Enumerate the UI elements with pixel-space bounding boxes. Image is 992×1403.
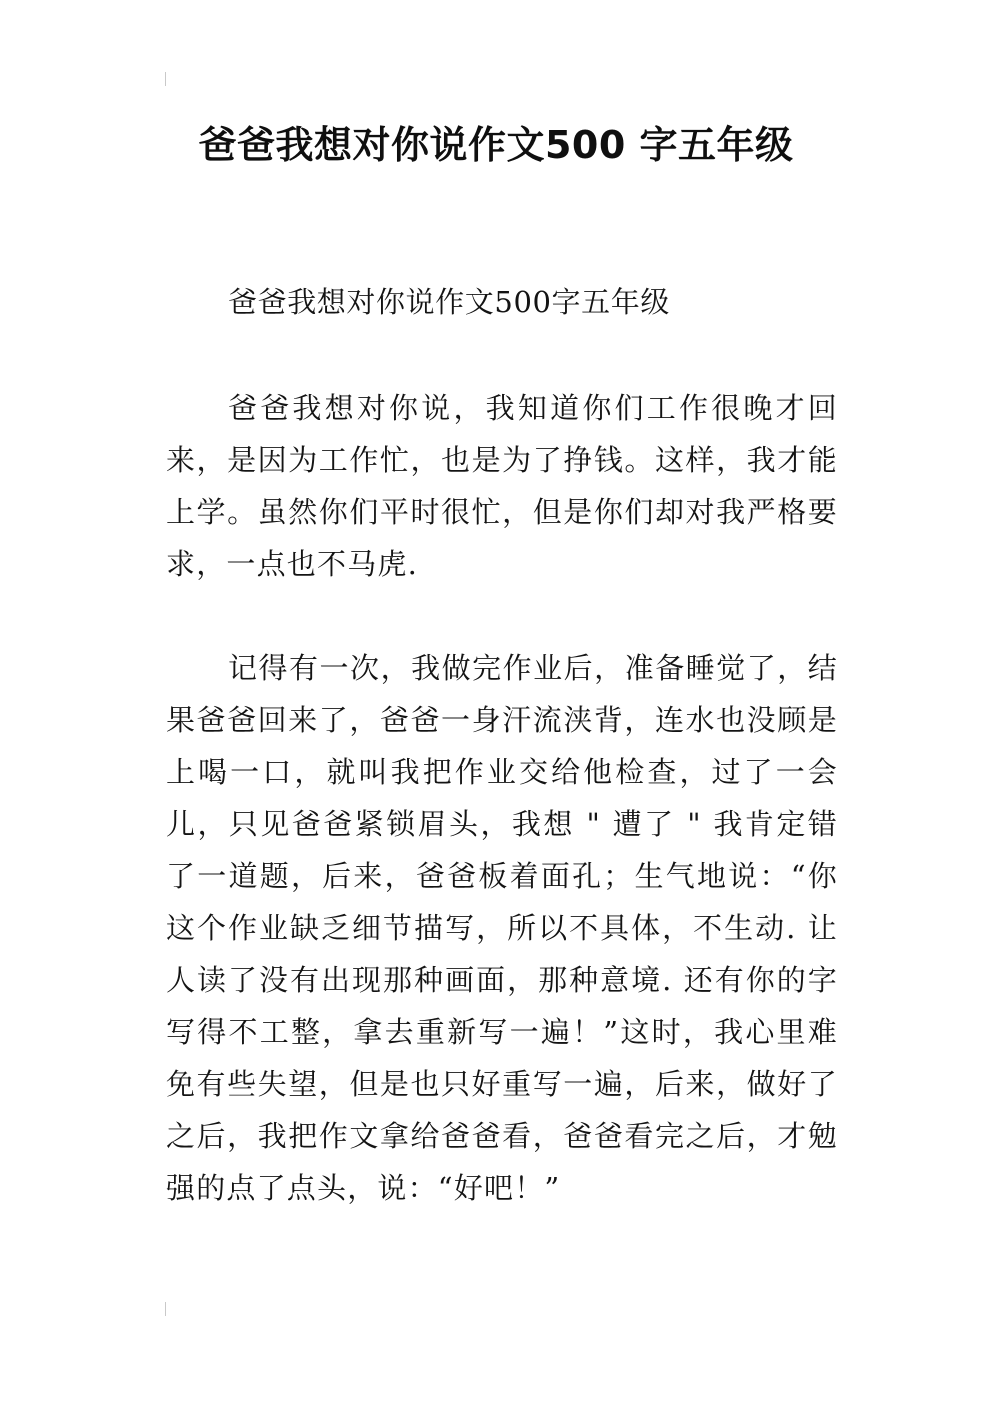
body-paragraph-1: 爸爸我想对你说，我知道你们工作很晚才回来，是因为工作忙，也是为了挣钱。这样，我才能上学。虽然你们平时很忙，但是你们却对我严格要求，一点也不马虎. bbox=[166, 391, 838, 581]
page-margin-mark-top bbox=[165, 72, 166, 86]
document-subtitle: 爸爸我想对你说作文500字五年级 bbox=[228, 285, 670, 319]
body-paragraph-2: 记得有一次，我做完作业后，准备睡觉了，结果爸爸回来了，爸爸一身汗流浃背，连水也没顾是上喝一口，就叫我把作业交给他检查，过了一会儿，只见爸爸紧锁眉头，我想 " 遭了 " 我肯定错了一道题，后来，爸爸板着面孔；生气地说：“你这个作业缺乏细节描写，所以不具体，不生动. 让人读了没有出现那种画面，那种意境. 还有你的字写得不工整，拿去重新写一遍！”这时，我心里难免有些失望，但是也只好重写一遍，后来，做好了之后，我把作文拿给爸爸看，爸爸看完之后，才勉强的点了点头，说：“好吧！” bbox=[166, 651, 838, 1205]
document-title: 爸爸我想对你说作文500 字五年级 bbox=[198, 123, 794, 167]
page-margin-mark-bottom bbox=[165, 1302, 166, 1316]
